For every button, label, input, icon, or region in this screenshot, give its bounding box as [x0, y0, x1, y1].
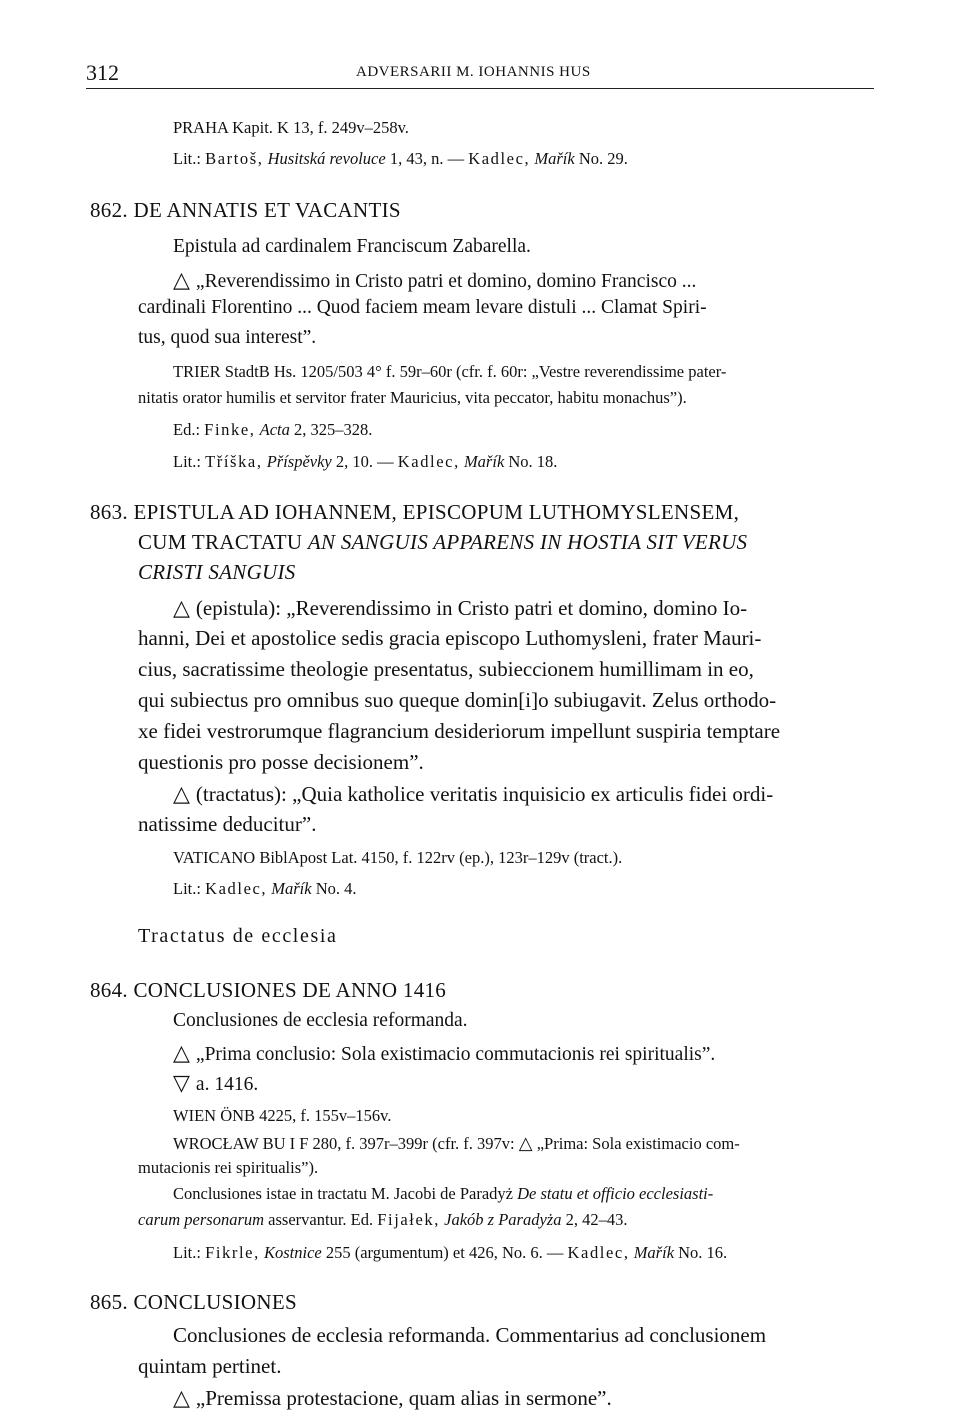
- page-header: [86, 60, 874, 89]
- entry-862-incipit-line: tus, quod sua interest”.: [138, 327, 317, 348]
- entry-863-epistula-line: △ (epistula): „Reverendissimo in Cristo patri et domino, domino Io-: [173, 595, 748, 620]
- entry-863-literature: Lit.: Kadlec, Mařík No. 4.: [173, 879, 357, 898]
- entry-863-epistula-line: qui subiectus pro omnibus suo queque domin[i]o subiugavit. Zelus orthodo-: [138, 688, 777, 712]
- entry-864-ms: WROCŁAW BU I F 280, f. 397r–399r (cfr. f. 397v: △ „Prima: Sola existimacio com-: [173, 1133, 740, 1153]
- entry-864-heading: 864. CONCLUSIONES DE ANNO 1416: [90, 978, 447, 1002]
- entry-864-ms: WIEN ÖNB 4225, f. 155v–156v.: [173, 1106, 392, 1125]
- entry-862-edition: Ed.: Finke, Acta 2, 325–328.: [173, 420, 373, 439]
- entry-862-incipit-line: cardinali Florentino ... Quod faciem meam levare distuli ... Clamat Spiri-: [138, 297, 707, 318]
- entry-865-heading: 865. CONCLUSIONES: [90, 1290, 297, 1314]
- entry-863-epistula-line: questionis pro posse decisionem”.: [138, 750, 424, 774]
- entry-862-description: Epistula ad cardinalem Franciscum Zabarella.: [173, 236, 531, 257]
- incipit-triangle-icon: △: [518, 1133, 533, 1153]
- entry-864-literature: Lit.: Fikrle, Kostnice 255 (argumentum) et 426, No. 6. — Kadlec, Mařík No. 16.: [173, 1243, 728, 1262]
- entry-862-incipit-line: △ „Reverendissimo in Cristo patri et domino, domino Francisco ...: [173, 267, 697, 292]
- entry-863-epistula-line: xe fidei vestrorumque flagrancium desideriorum impellunt suspiria temptare: [138, 719, 781, 743]
- entry-864-ms: mutacionis rei spiritualis”).: [138, 1158, 319, 1177]
- entry-864-description: Conclusiones de ecclesia reformanda.: [173, 1010, 468, 1031]
- entry-865-description-line: Conclusiones de ecclesia reformanda. Commentarius ad conclusionem: [173, 1323, 767, 1347]
- incipit-triangle-icon: △: [173, 595, 190, 620]
- incipit-triangle-icon: △: [173, 1040, 190, 1065]
- section-title: Tractatus de ecclesia: [138, 925, 338, 947]
- entry-862-literature: Lit.: Tříška, Příspěvky 2, 10. — Kadlec, Mařík No. 18.: [173, 452, 558, 471]
- entry-863-epistula-line: hanni, Dei et apostolice sedis gracia episcopo Luthomysleni, frater Mauri-: [138, 626, 762, 650]
- entry-864-explicit: ▽ a. 1416.: [173, 1070, 259, 1095]
- entry-863-heading-line: 863. EPISTULA AD IOHANNEM, EPISCOPUM LUTHOMYSLENSEM,: [90, 500, 740, 524]
- entry-863-heading-line: CUM TRACTATU AN SANGUIS APPARENS IN HOSTIA SIT VERUS: [138, 530, 748, 554]
- entry-863-epistula-line: cius, sacratissime theologie presentatus, subieccionem humillimam in eo,: [138, 657, 754, 681]
- entry-863-tractatus-line: natissime deducitur”.: [138, 812, 317, 836]
- prev-lit-line: Lit.: Bartoš, Husitská revoluce 1, 43, n. — Kadlec, Mařík No. 29.: [173, 149, 628, 168]
- entry-865-incipit: △ „Premissa protestacione, quam alias in sermone”.: [173, 1385, 612, 1410]
- entry-864-incipit: △ „Prima conclusio: Sola existimacio commutacionis rei spiritualis”.: [173, 1040, 716, 1065]
- entry-862-ms-line: nitatis orator humilis et servitor frater Mauricius, vita peccator, habitu monachus”).: [138, 388, 687, 407]
- incipit-triangle-icon: △: [173, 1385, 190, 1410]
- entry-863-heading-line: CRISTI SANGUIS: [138, 560, 296, 584]
- explicit-triangle-down-icon: ▽: [173, 1070, 190, 1095]
- entry-863-tractatus-line: △ (tractatus): „Quia katholice veritatis inquisicio ex articulis fidei ordi-: [173, 781, 774, 806]
- prev-ms-line: PRAHA Kapit. K 13, f. 249v–258v.: [173, 118, 409, 137]
- page-number: 312: [86, 60, 119, 85]
- entry-864-note: Conclusiones istae in tractatu M. Jacobi de Paradyż De statu et officio ecclesiasti-: [173, 1184, 714, 1203]
- incipit-triangle-icon: △: [173, 267, 190, 292]
- entry-864-note: carum personarum asservantur. Ed. Fijałek, Jakób z Paradyża 2, 42–43.: [138, 1210, 628, 1229]
- running-title: ADVERSARII M. IOHANNIS HUS: [356, 64, 591, 80]
- entry-862-ms-line: TRIER StadtB Hs. 1205/503 4° f. 59r–60r (cfr. f. 60r: „Vestre reverendissime pater-: [173, 362, 727, 381]
- entry-865-description-line: quintam pertinet.: [138, 1354, 282, 1378]
- entry-862-heading: 862. DE ANNATIS ET VACANTIS: [90, 198, 401, 222]
- entry-863-ms: VATICANO BiblApost Lat. 4150, f. 122rv (ep.), 123r–129v (tract.).: [173, 848, 623, 867]
- incipit-triangle-icon: △: [173, 781, 190, 806]
